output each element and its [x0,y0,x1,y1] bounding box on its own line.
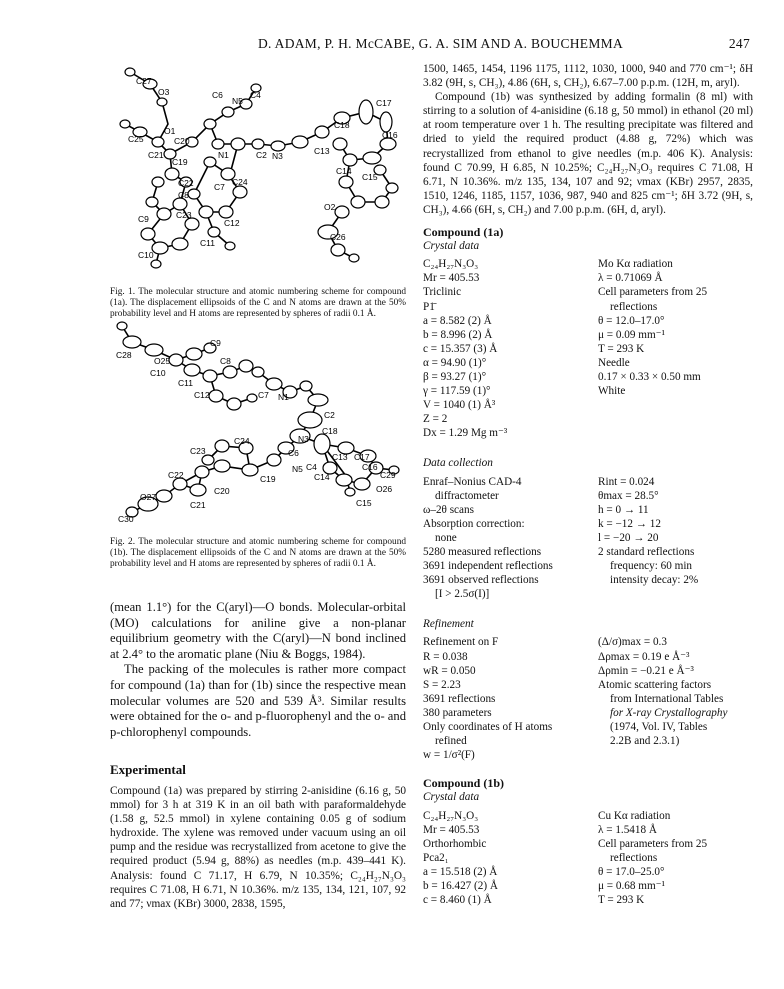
collection-value: 3691 independent reflections [423,560,553,573]
atom-label: C29 [380,470,396,480]
crystal-value: P1̄ [423,300,435,313]
crystal-value: White [598,385,626,398]
atom-label: C2 [324,410,335,420]
right-column [423,62,753,907]
atom-label: C26 [330,232,346,242]
collection-value: Absorption correction: [423,517,525,530]
atom-label: C19 [172,157,188,167]
crystal-value: α = 94.90 (1)° [423,356,487,369]
compound-1a-crystal-table [423,257,753,440]
atom-label: C28 [116,350,132,360]
atom-label: C12 [224,218,240,228]
figure-2-molecule-drawing [110,320,406,525]
crystal-value: b = 8.996 (2) Å [423,328,493,341]
left-body-text [110,600,406,911]
compound-1a-title: Compound (1a) [423,225,504,240]
atom-label: N5 [292,464,303,474]
atom-label: C7 [214,182,225,192]
atom-label: C11 [178,378,193,388]
crystal-value: Dx = 1.29 Mg m⁻³ [423,427,508,440]
refinement-value: Δρmin = −0.21 e Å⁻³ [598,664,694,677]
atom-label: N3 [298,434,309,444]
atom-label: C8 [220,356,231,366]
crystal-value: Cell parameters from 25 [598,286,708,299]
atom-label: C30 [118,514,134,524]
atom-label: C4 [306,462,317,472]
refinement-value: S = 2.23 [423,678,461,691]
crystal-value: reflections [610,851,658,864]
atom-label: C17 [354,452,370,462]
compound-1a-collection-table [423,475,753,602]
crystal-value: β = 93.27 (1)° [423,370,487,383]
collection-value: diffractometer [435,489,499,502]
atom-label: C11 [200,238,215,248]
atom-label: C24 [232,177,248,187]
atom-label: N1 [218,150,229,160]
refinement-value: 380 parameters [423,706,492,719]
refinement-value: Only coordinates of H atoms [423,721,553,734]
crystal-value: Triclinic [423,286,462,299]
collection-value: none [435,531,457,544]
collection-value: ω–2θ scans [423,503,474,516]
atom-label: C18 [322,426,338,436]
crystal-value: c = 8.460 (1) Å [423,894,492,907]
atom-label: C25 [128,134,144,144]
refinement-value: 2.2B and 2.3.1) [610,735,680,748]
compound-1b-crystal-table [423,809,753,908]
atom-label: O27 [140,492,157,502]
atom-label: C10 [150,368,166,378]
atom-label: N1 [278,392,289,402]
body-paragraph: (mean 1.1°) for the C(aryl)—O bonds. Molecular-orbital (MO) calculations for aniline give a non-planar equilibrium geometry with the C(aryl)—N bond inclined at 2.4° to the aromatic plane (Niu & Boggs, 1984). [110,600,406,661]
compound-1a-refinement-heading: Refinement [423,618,474,631]
atom-label: O3 [158,87,170,97]
atom-label: C4 [250,90,261,100]
refinement-value: refined [435,735,467,748]
crystal-value: μ = 0.09 mm⁻¹ [598,328,665,341]
atom-label: C6 [288,448,299,458]
compound-1a-collection-heading: Data collection [423,457,493,470]
figure-2 [110,320,406,525]
crystal-value: a = 15.518 (2) Å [423,865,498,878]
atom-label: N3 [272,151,283,161]
collection-value: 2 standard reflections [598,546,695,558]
refinement-value: (1974, Vol. IV, Tables [610,721,708,734]
atom-label: C15 [362,172,378,182]
collection-value: Enraf–Nonius CAD-4 [423,475,522,488]
collection-value: 5280 measured reflections [423,546,542,558]
collection-value: frequency: 60 min [610,560,693,573]
crystal-value: λ = 1.5418 Å [598,823,657,836]
collection-value: intensity decay: 2% [610,574,699,587]
atom-label: C9 [138,214,149,224]
figure-2-caption: Fig. 2. The molecular structure and atomic numbering scheme for compound (1b). The displacement ellipsoids of the C and N atoms are drawn at the 50% probability level and H atoms are represented by spheres of radii 0.1 Å. [110,537,406,570]
refinement-value: w = 1/σ²(F) [423,749,475,762]
atom-label: C20 [174,136,190,146]
crystal-value: 0.17 × 0.33 × 0.50 mm [598,370,701,383]
crystal-value: Cu Kα radiation [598,809,671,822]
body-paragraph: 1500, 1465, 1454, 1196 1175, 1112, 1030, 1000, 940 and 770 cm⁻¹; δH 3.82 (9H, s, CH₃), 4.86 (6H, s, CH₂), 6.67–7.00 p.p.m. (12H, m, aryl). [423,63,753,90]
atom-label: C6 [212,90,223,100]
refinement-value: R = 0.038 [423,650,468,663]
body-paragraph: The packing of the molecules is rather more compact for compound (1a) than for (1b) since the respective mean molecular volumes are 520 and 539 Å³. Similar results were obtained for the o- and p-fluorophenyl and the o- and p-chlorophenyl compounds. [110,662,406,739]
atom-label: C13 [332,452,348,462]
compound-1a-refinement-table [423,635,753,762]
crystal-value: Needle [598,356,630,369]
crystal-value: V = 1040 (1) Å³ [423,399,496,412]
atom-label: O25 [154,356,171,366]
atom-label: C19 [260,474,276,484]
crystal-value: θ = 17.0–25.0° [598,865,665,878]
crystal-value: θ = 12.0–17.0° [598,314,665,327]
refinement-value: Atomic scattering factors [598,678,712,691]
atom-label: C20 [214,486,230,496]
crystal-value: γ = 117.59 (1)° [423,385,491,398]
compound-1a-crystal-heading: Crystal data [423,240,480,253]
body-paragraph: Compound (1a) was prepared by stirring 2-anisidine (6.16 g, 50 mmol) for 3 h at 319 K in an oil bath with paraformaldehyde (1.58 g, 52.5 mmol) in xylene containing 0.05 g of sodium hydroxide. The xylene was removed under vacuum using an oil pump and the residue was recrystallized from acetone to give the required product (5.94 g, 88%) as needles (m.p. 439–441 K). Analysis: found C 71.17, H 6.79, N 10.35%; C₂₄H₂₇N₃O₃ requires C 71.08, H 6.71, N 10.36%. m/z 135, 134, 121, 107, 92 and 77; νmax (KBr) 3000, 2838, 1595, [110,784,406,910]
running-header [110,36,750,56]
atom-label: C7 [258,390,269,400]
atom-label: C16 [362,462,378,472]
collection-value: 3691 observed reflections [423,574,539,587]
atom-label: C12 [194,390,210,400]
atom-label: C23 [176,210,192,220]
collection-value: [I > 2.5σ(I)] [435,588,490,601]
crystal-value: μ = 0.68 mm⁻¹ [598,879,665,892]
atom-label: C14 [314,472,330,482]
crystal-value: Mr = 405.53 [423,823,480,836]
atom-label: C14 [336,166,352,176]
figure-1 [110,62,406,287]
crystal-value: b = 16.427 (2) Å [423,879,498,892]
crystal-value: Z = 2 [423,413,448,426]
crystal-value: λ = 0.71069 Å [598,272,663,285]
crystal-value: Pca2₁ [423,851,449,864]
crystal-value: Cell parameters from 25 [598,837,708,850]
atom-label: C21 [190,500,206,510]
crystal-value: T = 293 K [598,342,645,355]
atom-label: C17 [376,98,392,108]
atom-label: C22 [168,470,184,480]
atom-label: C18 [334,120,350,130]
header-authors: D. ADAM, P. H. McCABE, G. A. SIM AND A. BOUCHEMMA [258,36,623,51]
crystal-value: Orthorhombic [423,837,487,850]
collection-value: Rint = 0.024 [598,475,655,488]
atom-label: C8 [178,190,189,200]
atom-label: C21 [148,150,164,160]
refinement-value: Δρmax = 0.19 e Å⁻³ [598,650,690,663]
section-title-experimental: Experimental [110,762,186,778]
refinement-value: 3691 reflections [423,692,496,705]
atom-label: O1 [164,126,176,136]
crystal-value: C₂₄H₂₇N₃O₃ [423,258,479,271]
crystal-value: c = 15.357 (3) Å [423,342,498,355]
atom-label: C13 [314,146,330,156]
figure-1-caption: Fig. 1. The molecular structure and atomic numbering scheme for compound (1a). The displacement ellipsoids of the C and N atoms are drawn at the 50% probability level and H atoms are represented by spheres of radii 0.1 Å. [110,287,406,320]
collection-value: l = −20 → 20 [598,531,659,544]
refinement-value: Refinement on F [423,636,499,649]
crystal-value: C₂₄H₂₇N₃O₃ [423,809,479,822]
atom-label: C24 [234,436,250,446]
collection-value: h = 0 → 11 [598,503,649,516]
crystal-value: Mr = 405.53 [423,272,480,285]
atom-label: C15 [356,498,372,508]
compound-1b-crystal-heading: Crystal data [423,791,480,804]
atom-label: O26 [376,484,393,494]
atom-label: O2 [324,202,336,212]
atom-label: C22 [178,178,194,188]
body-paragraph: Compound (1b) was synthesized by adding formalin (8 ml) with stirring to a solution of 4-anisidine (6.18 g, 50 mmol) in ethanol (20 ml) at room temperature over 1 h. The resulting precipitate was filtered and dried to yield the required product (4.88 g, 72%) which was recrystallized from ethanol to give needles (m.p. 406 K). Analysis: found C 70.99, H 6.85, N 10.25%; C₂₄H₂₇N₃O₃ requires C 71.08, H 6.71, N 10.36%. m/z 135, 134, 107 and 92; νmax (KBr) 2957, 2835, 1510, 1246, 1185, 1157, 1036, 987, 940 and 825 cm⁻¹; δH 3.72 (9H, s, CH₃), 4.66 (6H, s, CH₂) and 7.00 p.p.m. (6H, d, aryl). [423,91,753,216]
refinement-value: wR = 0.050 [423,664,476,677]
compound-1b-title: Compound (1b) [423,776,505,791]
crystal-value: Mo Kα radiation [598,258,673,271]
figure-1-molecule-drawing [110,62,406,287]
figure-1-atom-labels [128,76,398,260]
crystal-value: T = 293 K [598,894,645,907]
atom-label: C23 [190,446,206,456]
collection-value: θmax = 28.5° [598,489,659,502]
collection-value: k = −12 → 12 [598,517,661,530]
crystal-value: a = 8.582 (2) Å [423,314,492,327]
crystal-value: reflections [610,300,658,313]
refinement-value: from International Tables [610,692,724,705]
atom-label: C27 [136,76,152,86]
atom-label: C10 [138,250,154,260]
atom-label: C2 [256,150,267,160]
atom-label: N5 [232,96,243,106]
page-number: 247 [728,36,750,51]
atom-label: C9 [210,338,221,348]
right-body-text [423,62,753,217]
atom-label: C16 [382,130,398,140]
refinement-value: for X-ray Crystallography [610,706,728,719]
refinement-value: (Δ/σ)max = 0.3 [598,636,667,649]
